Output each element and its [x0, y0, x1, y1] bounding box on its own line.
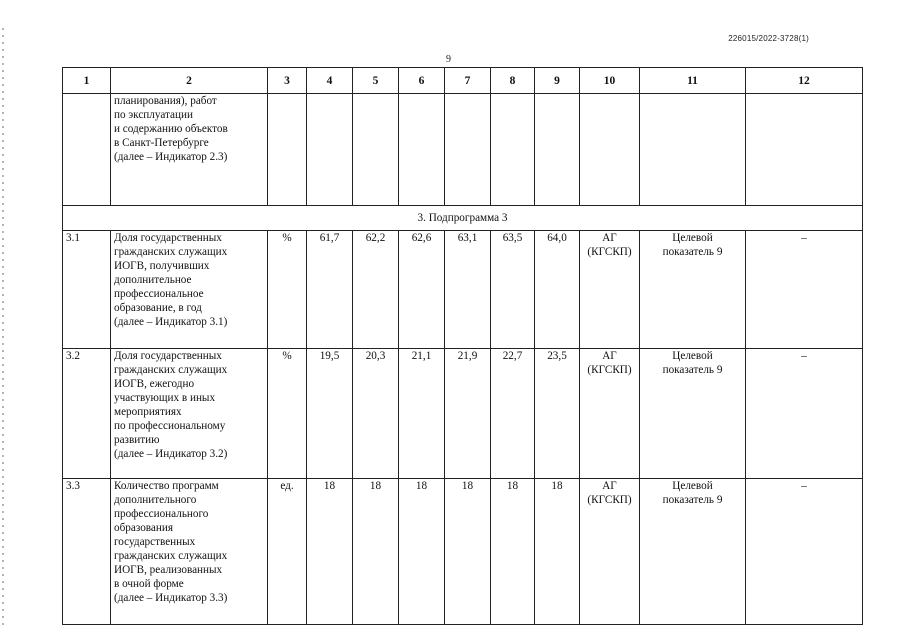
cell-empty	[640, 94, 746, 206]
value-cell: 64,0	[535, 231, 580, 349]
indicator-name: Доля государственных гражданских служащих ИОГВ, получивших дополнительное профессиональное образование, в год (далее – Индикатор 3.1)	[114, 232, 228, 328]
header-row	[63, 68, 863, 94]
value-cell: 62,2	[353, 231, 399, 349]
value-cell: 63,5	[491, 231, 535, 349]
indicator-name: планирования), работ по эксплуатации и содержанию объектов в Санкт-Петербурге (далее – Индикатор 2.3)	[114, 95, 228, 163]
executor-text: АГ (КГСКП)	[587, 350, 632, 376]
table-row	[63, 231, 863, 349]
cell-empty	[491, 94, 535, 206]
executor-cell	[580, 231, 640, 349]
document-id: 226015/2022-3728(1)	[728, 34, 809, 43]
header-cell: 4	[307, 68, 353, 94]
target-cell	[640, 231, 746, 349]
value-cell: 18	[399, 479, 445, 625]
row-number: 3.2	[63, 349, 111, 479]
table-row	[63, 479, 863, 625]
executor-cell	[580, 479, 640, 625]
value-cell: 19,5	[307, 349, 353, 479]
section-row	[63, 206, 863, 231]
header-cell: 3	[268, 68, 307, 94]
cell-empty	[353, 94, 399, 206]
header-cell: 12	[746, 68, 863, 94]
scan-edge-mark	[2, 28, 4, 628]
value-cell: 23,5	[535, 349, 580, 479]
indicator-name-cell	[111, 94, 268, 206]
table-row	[63, 349, 863, 479]
row-number: 3.1	[63, 231, 111, 349]
unit-cell: %	[268, 231, 307, 349]
value-cell: 18	[445, 479, 491, 625]
value-cell: 21,9	[445, 349, 491, 479]
header-cell: 10	[580, 68, 640, 94]
page-number: 9	[446, 54, 451, 65]
value-cell: 63,1	[445, 231, 491, 349]
target-text: Целевой показатель 9	[662, 232, 723, 258]
executor-text: АГ (КГСКП)	[587, 480, 632, 506]
cell-empty	[399, 94, 445, 206]
cell-empty	[445, 94, 491, 206]
value-cell: 22,7	[491, 349, 535, 479]
header-cell: 5	[353, 68, 399, 94]
unit-cell: ед.	[268, 479, 307, 625]
indicator-name-cell	[111, 479, 268, 625]
header-cell: 7	[445, 68, 491, 94]
cell-empty	[746, 94, 863, 206]
value-cell: 18	[535, 479, 580, 625]
section-title: 3. Подпрограмма 3	[63, 206, 863, 231]
value-cell: 18	[353, 479, 399, 625]
indicator-name-cell	[111, 349, 268, 479]
value-cell: 20,3	[353, 349, 399, 479]
cell-empty	[307, 94, 353, 206]
value-cell: 18	[307, 479, 353, 625]
header-cell: 2	[111, 68, 268, 94]
header-cell: 1	[63, 68, 111, 94]
indicator-name-cell	[111, 231, 268, 349]
note-cell: –	[746, 349, 863, 479]
value-cell: 61,7	[307, 231, 353, 349]
indicator-name: Доля государственных гражданских служащих ИОГВ, ежегодно участвующих в иных мероприятиях по профессиональному развитию (далее – Индикатор 3.2)	[114, 350, 228, 460]
cell-empty	[63, 94, 111, 206]
cell-empty	[535, 94, 580, 206]
indicators-table	[62, 67, 863, 625]
executor-cell	[580, 349, 640, 479]
executor-text: АГ (КГСКП)	[587, 232, 632, 258]
note-cell: –	[746, 479, 863, 625]
value-cell: 21,1	[399, 349, 445, 479]
value-cell: 18	[491, 479, 535, 625]
target-cell	[640, 479, 746, 625]
target-text: Целевой показатель 9	[662, 350, 723, 376]
cell-empty	[580, 94, 640, 206]
target-cell	[640, 349, 746, 479]
continuation-row	[63, 94, 863, 206]
unit-cell: %	[268, 349, 307, 479]
note-cell: –	[746, 231, 863, 349]
row-number: 3.3	[63, 479, 111, 625]
value-cell: 62,6	[399, 231, 445, 349]
target-text: Целевой показатель 9	[662, 480, 723, 506]
header-cell: 8	[491, 68, 535, 94]
header-cell: 6	[399, 68, 445, 94]
header-cell: 9	[535, 68, 580, 94]
header-cell: 11	[640, 68, 746, 94]
indicator-name: Количество программ дополнительного профессионального образования государственных гражданских служащих ИОГВ, реализованных в очной форме (далее – Индикатор 3.3)	[114, 480, 228, 604]
cell-empty	[268, 94, 307, 206]
